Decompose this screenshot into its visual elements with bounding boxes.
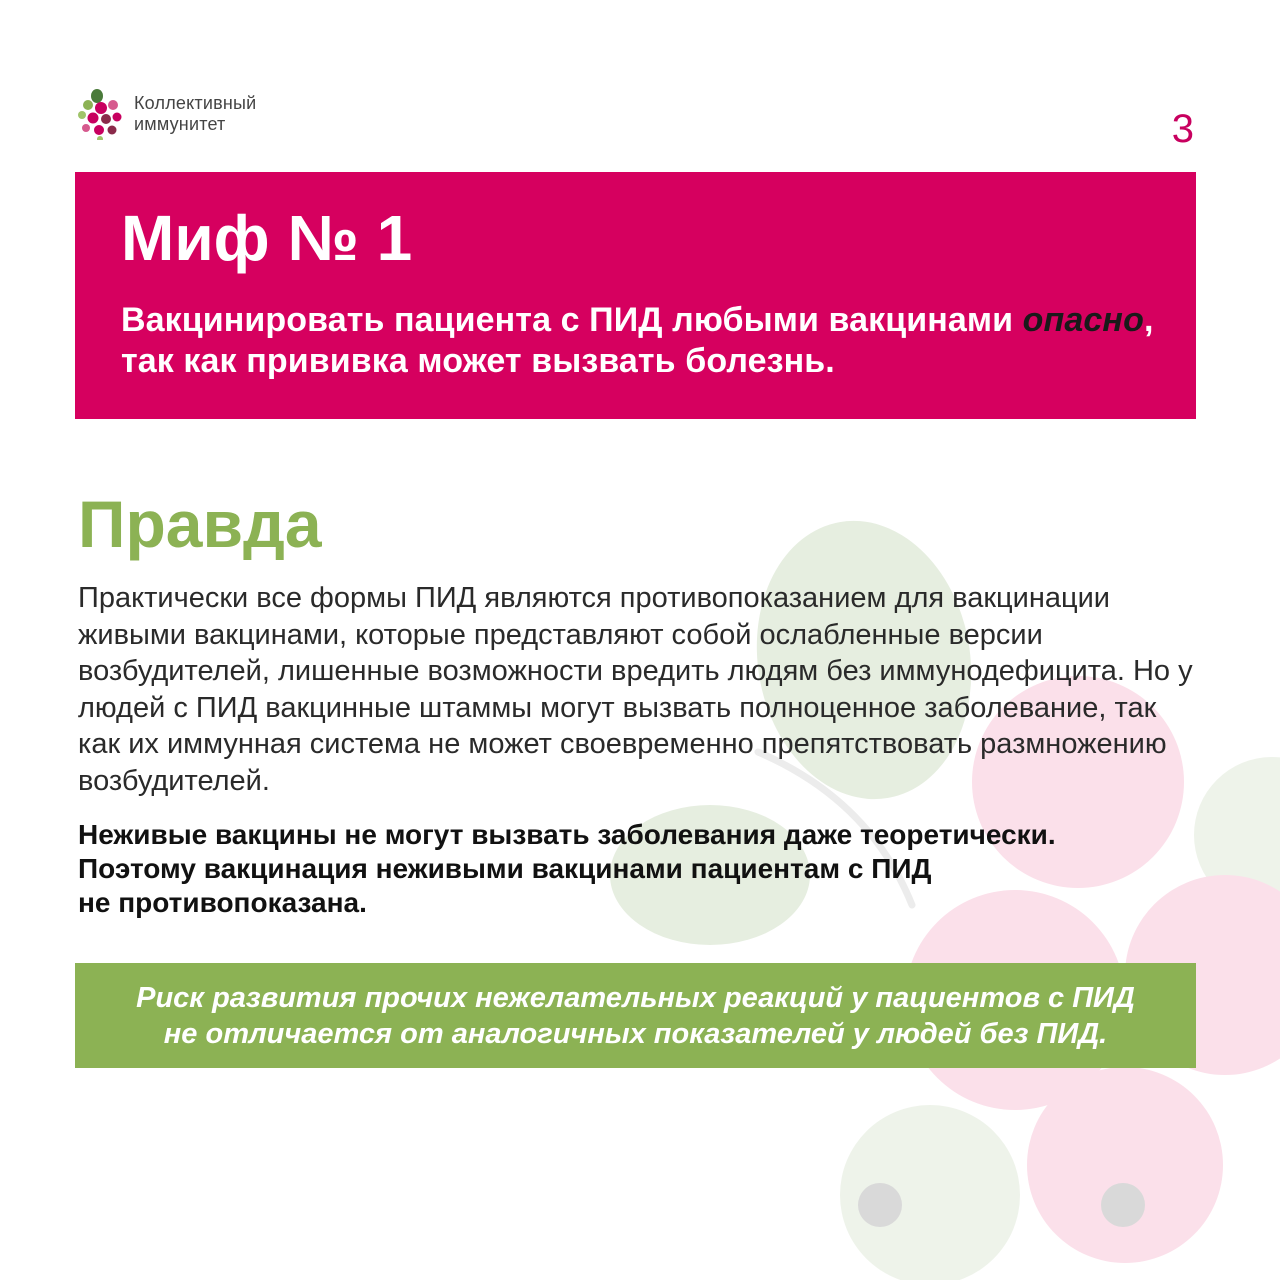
grey-dot-decoration bbox=[858, 1183, 902, 1227]
note-text bbox=[136, 980, 1135, 1052]
page-number: 3 bbox=[1171, 107, 1194, 151]
myth-banner bbox=[75, 172, 1196, 419]
truth-conclusion-line2: Поэтому вакцинация неживыми вакцинами пациентам с ПИД bbox=[78, 853, 932, 884]
myth-title: Миф № 1 bbox=[121, 202, 413, 274]
truth-paragraph: Практически все формы ПИД являются противопоказанием для вакцинации живыми вакцинами, которые представляют собой ослабленные версии возбудителей, лишенные возможности вредить людям без иммунодефицита. Но у людей с ПИД вакцинные штаммы могут вызвать полноценное заболевание, так как их иммунная система не может своевременно препятствовать размножению возбудителей. bbox=[78, 582, 1193, 797]
berry-cluster-logo-icon bbox=[78, 88, 124, 140]
brand-name-line2: иммунитет bbox=[134, 114, 226, 134]
myth-emphasis: опасно bbox=[1022, 301, 1144, 339]
pink-circle-decoration bbox=[1027, 1067, 1223, 1263]
truth-conclusion-line1: Неживые вакцины не могут вызвать заболевания даже теоретически. bbox=[78, 819, 1056, 850]
note-line1: Риск развития прочих нежелательных реакций у пациентов с ПИД bbox=[136, 981, 1135, 1014]
brand-name-line1: Коллективный bbox=[134, 93, 257, 113]
myth-statement bbox=[121, 300, 1161, 382]
truth-conclusion-line3: не противопоказана. bbox=[78, 887, 367, 918]
note-line2: не отличается от аналогичных показателей у людей без ПИД. bbox=[163, 1017, 1108, 1050]
grey-dot-decoration bbox=[1101, 1183, 1145, 1227]
myth-text-start: Вакцинировать пациента с ПИД любыми вакцинами bbox=[121, 301, 1023, 339]
myth-text-end: , так как прививка может вызвать болезнь. bbox=[121, 301, 1154, 380]
note-banner bbox=[75, 963, 1196, 1068]
brand-logo bbox=[78, 88, 256, 140]
truth-title: Правда bbox=[78, 487, 322, 561]
brand-name bbox=[134, 93, 256, 135]
truth-conclusion bbox=[78, 818, 1178, 920]
